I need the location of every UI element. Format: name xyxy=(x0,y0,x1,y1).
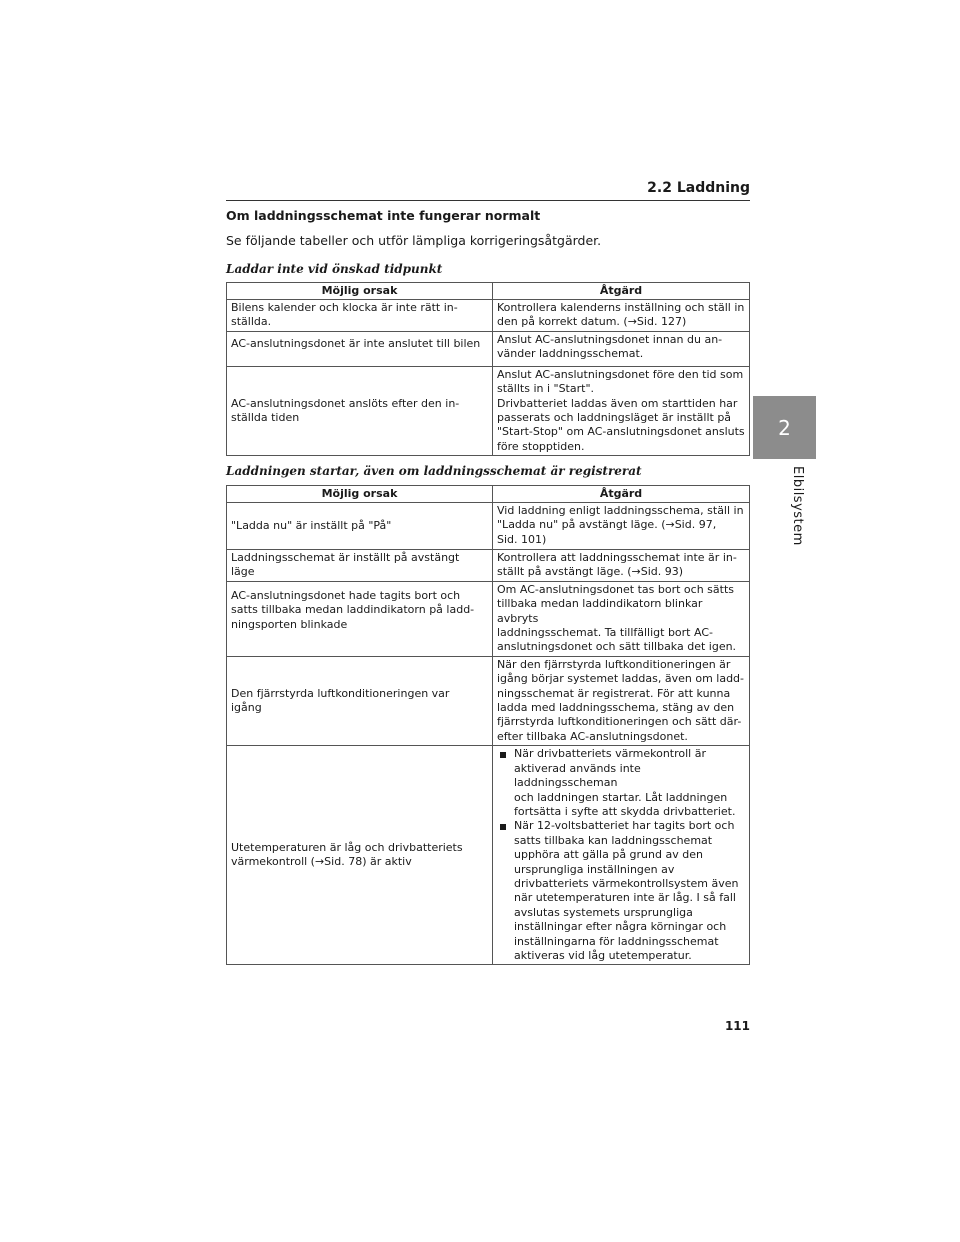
action-cell xyxy=(493,331,750,366)
cause-cell xyxy=(227,656,493,745)
list-item xyxy=(497,747,745,819)
page-number: 111 xyxy=(724,1019,750,1033)
section-title: 2.2 Laddning xyxy=(647,180,750,196)
cause-cell xyxy=(227,581,493,656)
action-cell xyxy=(493,550,750,582)
table-row xyxy=(227,746,750,965)
section-header xyxy=(226,176,750,201)
cause-text: AC-anslutningsdonet hade tagits bort och satts tillbaka medan laddindikatorn på ladd- ningsporten blinkade xyxy=(231,588,475,631)
cause-text: Laddningsschemat är inställt på avstängt läge xyxy=(231,551,460,579)
action-text: Vid laddning enligt laddningsschema, ställ in "Ladda nu" på avstängt läge. (→Sid. 97, Sid. 101) xyxy=(497,504,744,546)
table1-title: Laddar inte vid önskad tidpunkt xyxy=(226,262,443,276)
table-charging-time xyxy=(226,282,750,456)
header-action: Åtgärd xyxy=(493,486,750,503)
cause-cell xyxy=(227,331,493,366)
table-row xyxy=(227,656,750,745)
intro-text: Se följande tabeller och utför lämpliga korrigeringsåtgärder. xyxy=(226,233,602,248)
table-row xyxy=(227,550,750,582)
table-row xyxy=(227,331,750,366)
table-row xyxy=(227,503,750,550)
table-unexpected-charging xyxy=(226,485,750,965)
header-cause: Möjlig orsak xyxy=(227,486,493,503)
cause-text: Utetemperaturen är låg och drivbatteriets värmekontroll (→Sid. 78) är aktiv xyxy=(231,840,463,869)
action-text: Anslut AC-anslutningsdonet innan du an- vänder laddningsschemat. xyxy=(497,332,723,361)
table-row xyxy=(227,300,750,332)
action-cell xyxy=(493,581,750,656)
action-text: Anslut AC-anslutningsdonet före den tid som ställts in i "Start". Drivbatteriet laddas även om starttiden har passerats och laddningsläget är inställt på "Start-Stop" om AC-anslutningsdonet ansluts före stopptiden. xyxy=(497,367,745,453)
cause-cell xyxy=(227,503,493,550)
cause-text: Bilens kalender och klocka är inte rätt in- ställda. xyxy=(231,301,458,329)
action-cell xyxy=(493,656,750,745)
action-cell xyxy=(493,366,750,455)
chapter-number: 2 xyxy=(778,415,791,440)
action-cell xyxy=(493,746,750,965)
bullet-list xyxy=(497,747,745,963)
action-text: Kontrollera kalenderns inställning och ställ in den på korrekt datum. (→Sid. 127) xyxy=(497,301,745,329)
cause-text: AC-anslutningsdonet är inte anslutet till bilen xyxy=(231,336,481,350)
action-text: Kontrollera att laddningsschemat inte är in- ställt på avstängt läge. (→Sid. 93) xyxy=(497,551,737,579)
header-cause: Möjlig orsak xyxy=(227,283,493,300)
bullet-text: När 12-voltsbatteriet har tagits bort och satts tillbaka kan laddningsschemat upphöra att gälla på grund av den ursprungliga inställningen av drivbatteriets värmekontrollsystem även när utetemperaturen inte är låg. I så fall avslutas systemets ursprungliga inställningar efter några körningar och inställningarna för laddningsschemat aktiveras vid låg utetemperatur. xyxy=(514,819,739,962)
action-cell xyxy=(493,503,750,550)
cause-text: "Ladda nu" är inställt på "På" xyxy=(231,518,392,532)
cause-cell xyxy=(227,366,493,455)
action-text: När den fjärrstyrda luftkonditioneringen är igång börjar systemet laddas, även om ladd- ningsschemat är registrerat. För att kunna ladda med laddningsschema, stäng av den fjärrstyrda luftkonditioneringen och sätt där- efter tillbaka AC-anslutningsdonet. xyxy=(497,657,745,743)
chapter-label: Elbilsystem xyxy=(790,466,805,546)
cause-cell xyxy=(227,300,493,332)
table-row xyxy=(227,366,750,455)
table-header-row xyxy=(227,486,750,503)
header-action: Åtgärd xyxy=(493,283,750,300)
action-text: Om AC-anslutningsdonet tas bort och sätts tillbaka medan laddindikatorn blinkar avbryts laddningsschemat. Ta tillfälligt bort AC- anslutningsdonet och sätt tillbaka det igen. xyxy=(497,582,737,654)
section-heading: Om laddningsschemat inte fungerar normalt xyxy=(226,208,541,223)
list-item xyxy=(497,819,745,963)
cause-text: Den fjärrstyrda luftkonditioneringen var igång xyxy=(231,686,450,715)
table2-title: Laddningen startar, även om laddningsschemat är registrerat xyxy=(226,464,642,478)
cause-cell xyxy=(227,550,493,582)
action-cell xyxy=(493,300,750,332)
bullet-text: När drivbatteriets värmekontroll är aktiverad används inte laddningsscheman och laddningen startar. Låt laddningen fortsätta i syfte att skydda drivbatteriet. xyxy=(514,747,736,818)
cause-text: AC-anslutningsdonet anslöts efter den in- ställda tiden xyxy=(231,396,460,425)
table-header-row xyxy=(227,283,750,300)
cause-cell xyxy=(227,746,493,965)
chapter-tab xyxy=(753,396,816,459)
table-row xyxy=(227,581,750,656)
